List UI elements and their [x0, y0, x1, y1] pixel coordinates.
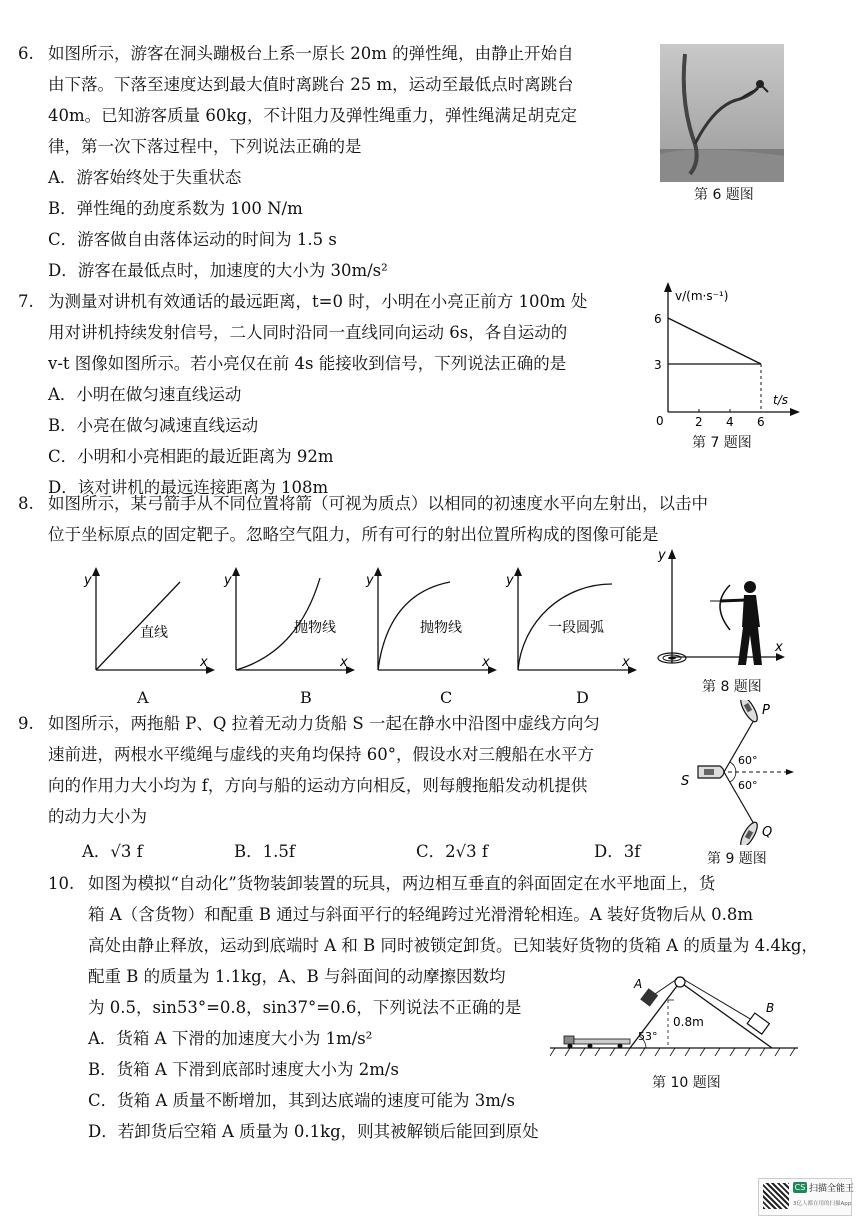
- q8-caption: 第 8 题图: [702, 679, 762, 695]
- q10-line-2: 箱 A（含货物）和配重 B 通过与斜面平行的轻绳跨过光滑滑轮相连。A 装好货物后从 0.8m: [88, 905, 754, 924]
- q8-letter-d: D: [576, 688, 589, 707]
- q8-graph-b-label: 抛物线: [294, 620, 336, 636]
- q10-label-a: A: [634, 977, 643, 991]
- q10-option-a: A．货箱 A 下滑的加速度大小为 1m/s²: [88, 1029, 373, 1048]
- q7-option-b: B．小亮在做匀减速直线运动: [48, 416, 259, 435]
- svg-text:x: x: [200, 655, 208, 670]
- tugboat-p-icon: [738, 700, 761, 724]
- q6-option-b: B．弹性绳的劲度系数为 100 N/m: [48, 199, 303, 218]
- q9-line-4: 的动力大小为: [48, 807, 147, 826]
- q8-letter-c: C: [440, 688, 453, 707]
- q8-letter-a: A: [137, 688, 149, 707]
- q8-graph-a-label: 直线: [140, 625, 168, 641]
- scanner-watermark: [758, 1178, 855, 1216]
- q6-option-c: C．游客做自由落体运动的时间为 1.5 s: [48, 230, 337, 249]
- q6-option-d: D．游客在最低点时，加速度的大小为 30m/s²: [48, 261, 388, 280]
- q9-line-3: 向的作用力大小均为 f，方向与船的运动方向相反，则每艘拖船发动机提供: [48, 776, 588, 795]
- q7-option-a: A．小明在做匀速直线运动: [48, 385, 242, 404]
- q9-line-2: 速前进，两根水平缆绳与虚线的夹角均保持 60°，假设水对三艘船在水平方: [48, 745, 594, 764]
- q7-origin: 0: [656, 414, 664, 428]
- q8-graphs: [78, 560, 638, 685]
- svg-text:x: x: [340, 655, 348, 670]
- q10-option-d: D．若卸货后空箱 A 质量为 0.1kg，则其被解锁后能回到原处: [88, 1122, 539, 1141]
- svg-text:y: y: [658, 548, 666, 563]
- q8-letter-b: B: [300, 688, 312, 707]
- q9-angle-top: 60°: [738, 754, 758, 767]
- q8-graph-d: [505, 567, 637, 674]
- q10-line-4: 配重 B 的质量为 1.1kg，A、B 与斜面间的动摩擦因数均: [88, 967, 506, 986]
- q6-caption: 第 6 题图: [694, 187, 754, 203]
- q8-graph-a: [83, 567, 215, 674]
- q8-number: 8.: [18, 494, 34, 513]
- question-6: [18, 38, 577, 286]
- q7-option-d: D．该对讲机的最远连接距离为 108m: [48, 478, 329, 497]
- q6-number: 6.: [18, 44, 34, 63]
- svg-text:y: y: [84, 573, 92, 588]
- qr-code-icon: [763, 1183, 789, 1209]
- q10-line-3: 高处由静止释放，运动到底端时 A 和 B 同时被锁定卸货。已知装好货物的货箱 A 的质量为 4.4kg，: [88, 936, 818, 955]
- q9-option-a: A．√3 f: [82, 842, 143, 861]
- box-a-icon: [640, 988, 658, 1006]
- archer-icon: [710, 581, 762, 665]
- q9-option-d: D．3f: [594, 842, 641, 861]
- q7-x-tick-6: 6: [757, 415, 765, 429]
- q7-y-tick-6: 6: [654, 312, 662, 326]
- q8-graph-c-label: 抛物线: [420, 620, 462, 636]
- q6-bungee-photo: [660, 44, 784, 182]
- q9-option-c: C．2√3 f: [416, 842, 488, 861]
- q6-line-2: 由下落。下落至速度达到最大值时离跳台 25 m，运动至最低点时离跳台: [48, 75, 574, 94]
- q7-x-label: t/s: [773, 393, 788, 407]
- q7-x-tick-2: 2: [695, 415, 703, 429]
- q9-line-1: 9. 如图所示，两拖船 P、Q 拉着无动力货船 S 一起在静水中沿图中虚线方向匀: [48, 708, 600, 739]
- question-8: [18, 488, 708, 550]
- counterweight-b-icon: [747, 1013, 769, 1034]
- q6-line-4: 律，第一次下落过程中，下列说法正确的是: [48, 137, 362, 156]
- truck-icon: [564, 1036, 630, 1049]
- q10-option-b: B．货箱 A 下滑到底部时速度大小为 2m/s: [88, 1060, 399, 1079]
- q10-label-angle: 53°: [638, 1030, 658, 1043]
- cs-badge-icon: CS: [794, 1183, 806, 1192]
- q6-line-1: 6. 如图所示，游客在洞头蹦极台上系一原长 20m 的弹性绳，由静止开始自: [48, 38, 577, 69]
- q8-graph-c: [365, 567, 497, 674]
- question-9: [18, 708, 600, 832]
- q7-line-2: 用对讲机持续发射信号，二人同时沿同一直线同向运动 6s，各自运动的: [48, 323, 568, 342]
- q10-line-5: 为 0.5，sin53°=0.8，sin37°=0.6，下列说法不正确的是: [88, 998, 522, 1017]
- q7-y-tick-3: 3: [654, 358, 662, 372]
- svg-text:y: y: [224, 573, 232, 588]
- q9-tugboat-figure: [676, 700, 796, 845]
- q7-line-3: v-t 图像如图所示。若小亮仅在前 4s 能接收到信号，下列说法正确的是: [48, 354, 567, 373]
- q8-line-1: 8. 如图所示，某弓箭手从不同位置将箭（可视为质点）以相同的初速度水平向左射出，以击中: [48, 488, 708, 519]
- q9-angle-bottom: 60°: [738, 779, 758, 792]
- pulley-icon: [675, 977, 685, 987]
- q8-line-2: 位于坐标原点的固定靶子。忽略空气阻力，所有可行的射出位置所构成的图像可能是: [48, 525, 659, 544]
- svg-text:x: x: [622, 655, 630, 670]
- q8-archer-figure: [650, 545, 790, 675]
- question-7: [18, 286, 588, 503]
- q9-number: 9.: [18, 714, 34, 733]
- q7-y-label: v/(m·s⁻¹): [675, 289, 729, 303]
- svg-text:x: x: [775, 640, 783, 655]
- q8-graph-b: [223, 567, 355, 674]
- q10-label-height: 0.8m: [673, 1015, 704, 1029]
- q9-caption: 第 9 题图: [707, 851, 767, 867]
- q9-label-q: Q: [762, 825, 773, 840]
- svg-text:x: x: [482, 655, 490, 670]
- q7-caption: 第 7 题图: [692, 435, 752, 451]
- q10-option-c: C．货箱 A 质量不断增加，其到达底端的速度可能为 3m/s: [88, 1091, 515, 1110]
- watermark-sub: 3亿人都在用的扫描App: [793, 1201, 852, 1207]
- q7-option-c: C．小明和小亮相距的最近距离为 92m: [48, 447, 334, 466]
- svg-text:y: y: [366, 573, 374, 588]
- watermark-brand: 扫描全能王: [809, 1184, 855, 1194]
- q7-number: 7.: [18, 292, 34, 311]
- svg-text:y: y: [506, 573, 514, 588]
- q9-option-b: B．1.5f: [234, 842, 295, 861]
- q10-caption: 第 10 题图: [652, 1075, 721, 1091]
- q6-option-a: A．游客始终处于失重状态: [48, 168, 242, 187]
- q7-vt-graph: [645, 280, 805, 430]
- q7-line-1: 7. 为测量对讲机有效通话的最远距离，t=0 时，小明在小亮正前方 100m 处: [48, 286, 587, 317]
- q10-line-1: 10. 如图为模拟“自动化”货物装卸装置的玩具，两边相互垂直的斜面固定在水平地面上，货: [88, 868, 818, 899]
- q10-label-b: B: [766, 1001, 775, 1015]
- tugboat-q-icon: [738, 820, 761, 845]
- q6-line-3: 40m。已知游客质量 60kg，不计阻力及弹性绳重力，弹性绳满足胡克定: [48, 106, 577, 125]
- q7-x-tick-4: 4: [726, 415, 734, 429]
- q9-label-p: P: [762, 703, 770, 718]
- q9-label-s: S: [681, 774, 690, 789]
- q7-line-xiaoliang: [668, 318, 761, 364]
- q10-number: 10.: [48, 874, 75, 893]
- q10-ramp-figure: [550, 960, 800, 1070]
- q8-graph-d-label: 一段圆弧: [548, 620, 604, 636]
- cargo-ship-s-icon: [698, 766, 724, 778]
